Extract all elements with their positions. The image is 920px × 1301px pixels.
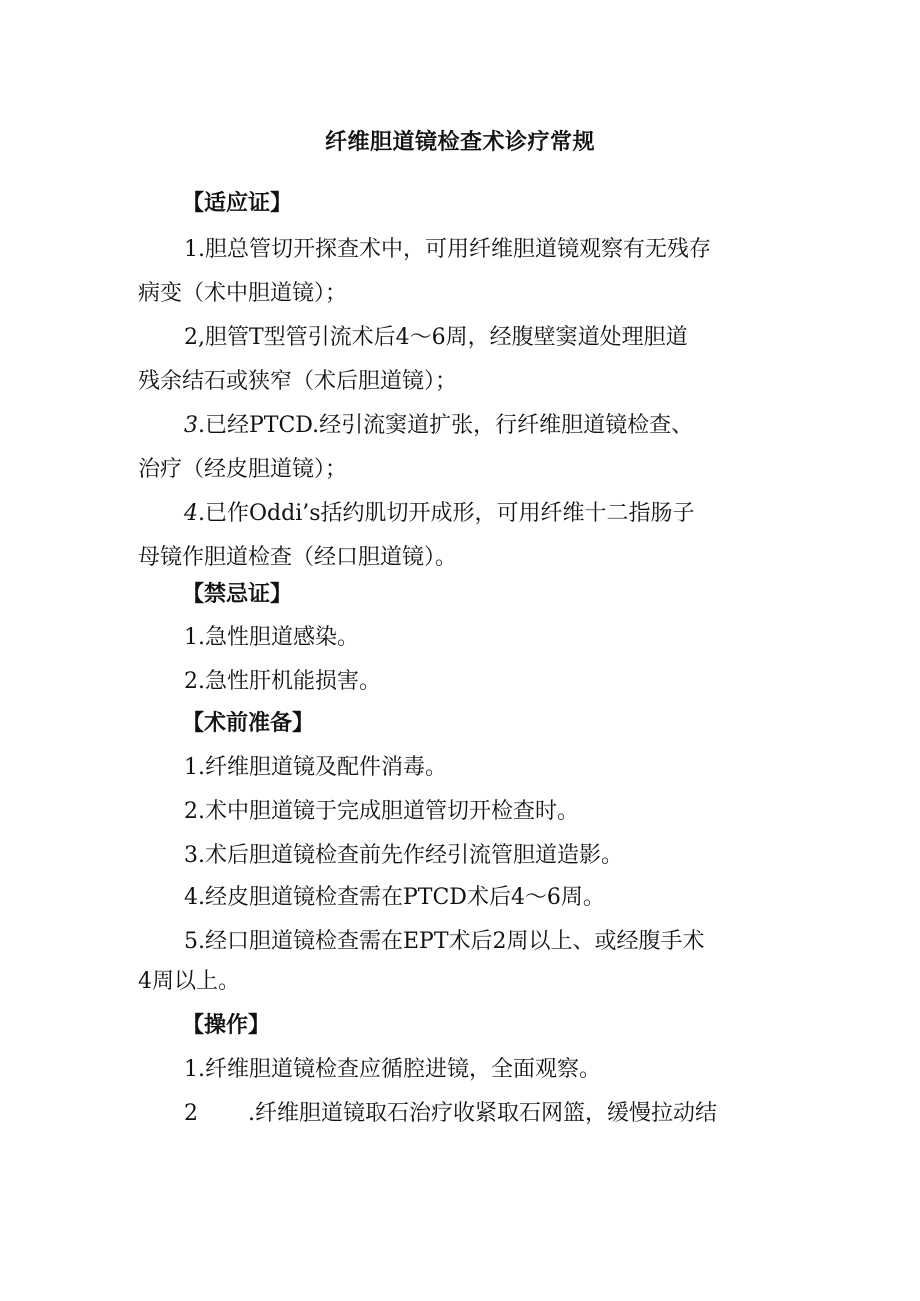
paragraph-line: 母镜作胆道检查（经口胆道镜）。 (138, 545, 458, 570)
section-heading-preparation: 【术前准备】 (182, 711, 315, 736)
item-number: 3 (184, 413, 198, 438)
item-text: .纤维胆道镜取石治疗收紧取石网篮，缓慢拉动结 (248, 1101, 717, 1126)
paragraph-line: 治疗（经皮胆道镜）； (138, 457, 348, 482)
section-heading-indications: 【适应证】 (182, 191, 293, 216)
section-heading-operation: 【操作】 (182, 1013, 271, 1038)
paragraph-line: 3.术后胆道镜检查前先作经引流管胆道造影。 (184, 843, 623, 868)
paragraph-line: 1.急性胆道感染。 (184, 625, 359, 650)
paragraph-line: 2,胆管T型管引流术后4～6周，经腹壁窦道处理胆道 (184, 325, 688, 350)
paragraph-line: 5.经口胆道镜检查需在EPT术后2周以上、或经腹手术 (184, 929, 705, 954)
section-heading-contraindications: 【禁忌证】 (182, 582, 293, 607)
paragraph-line: 1.胆总管切开探查术中，可用纤维胆道镜观察有无残存 (184, 237, 711, 262)
paragraph-line: 病变（术中胆道镜）； (138, 281, 348, 306)
document-title: 纤维胆道镜检查术诊疗常规 (324, 130, 595, 155)
item-text: .已作Oddi’s括约肌切开成形，可用纤维十二指肠子 (198, 501, 695, 526)
paragraph-line: 1.纤维胆道镜及配件消毒。 (184, 755, 447, 780)
paragraph-line (184, 1094, 717, 1134)
paragraph-line: 残余结石或狭窄（术后胆道镜）； (138, 369, 458, 394)
item-number: 4 (184, 501, 198, 526)
item-number: 2 (184, 1101, 198, 1126)
paragraph-line (184, 494, 695, 534)
paragraph-line: 1.纤维胆道镜检查应循腔进镜，全面观察。 (184, 1057, 601, 1082)
paragraph-line: 2.急性肝机能损害。 (184, 669, 381, 694)
paragraph-line: 2.术中胆道镜于完成胆道管切开检查时。 (184, 799, 579, 824)
paragraph-line (184, 406, 693, 446)
item-text: .已经PTCD.经引流窦道扩张，行纤维胆道镜检查、 (198, 413, 694, 438)
paragraph-line: 4周以上。 (138, 969, 240, 994)
paragraph-line: 4.经皮胆道镜检查需在PTCD术后4～6周。 (184, 885, 605, 910)
